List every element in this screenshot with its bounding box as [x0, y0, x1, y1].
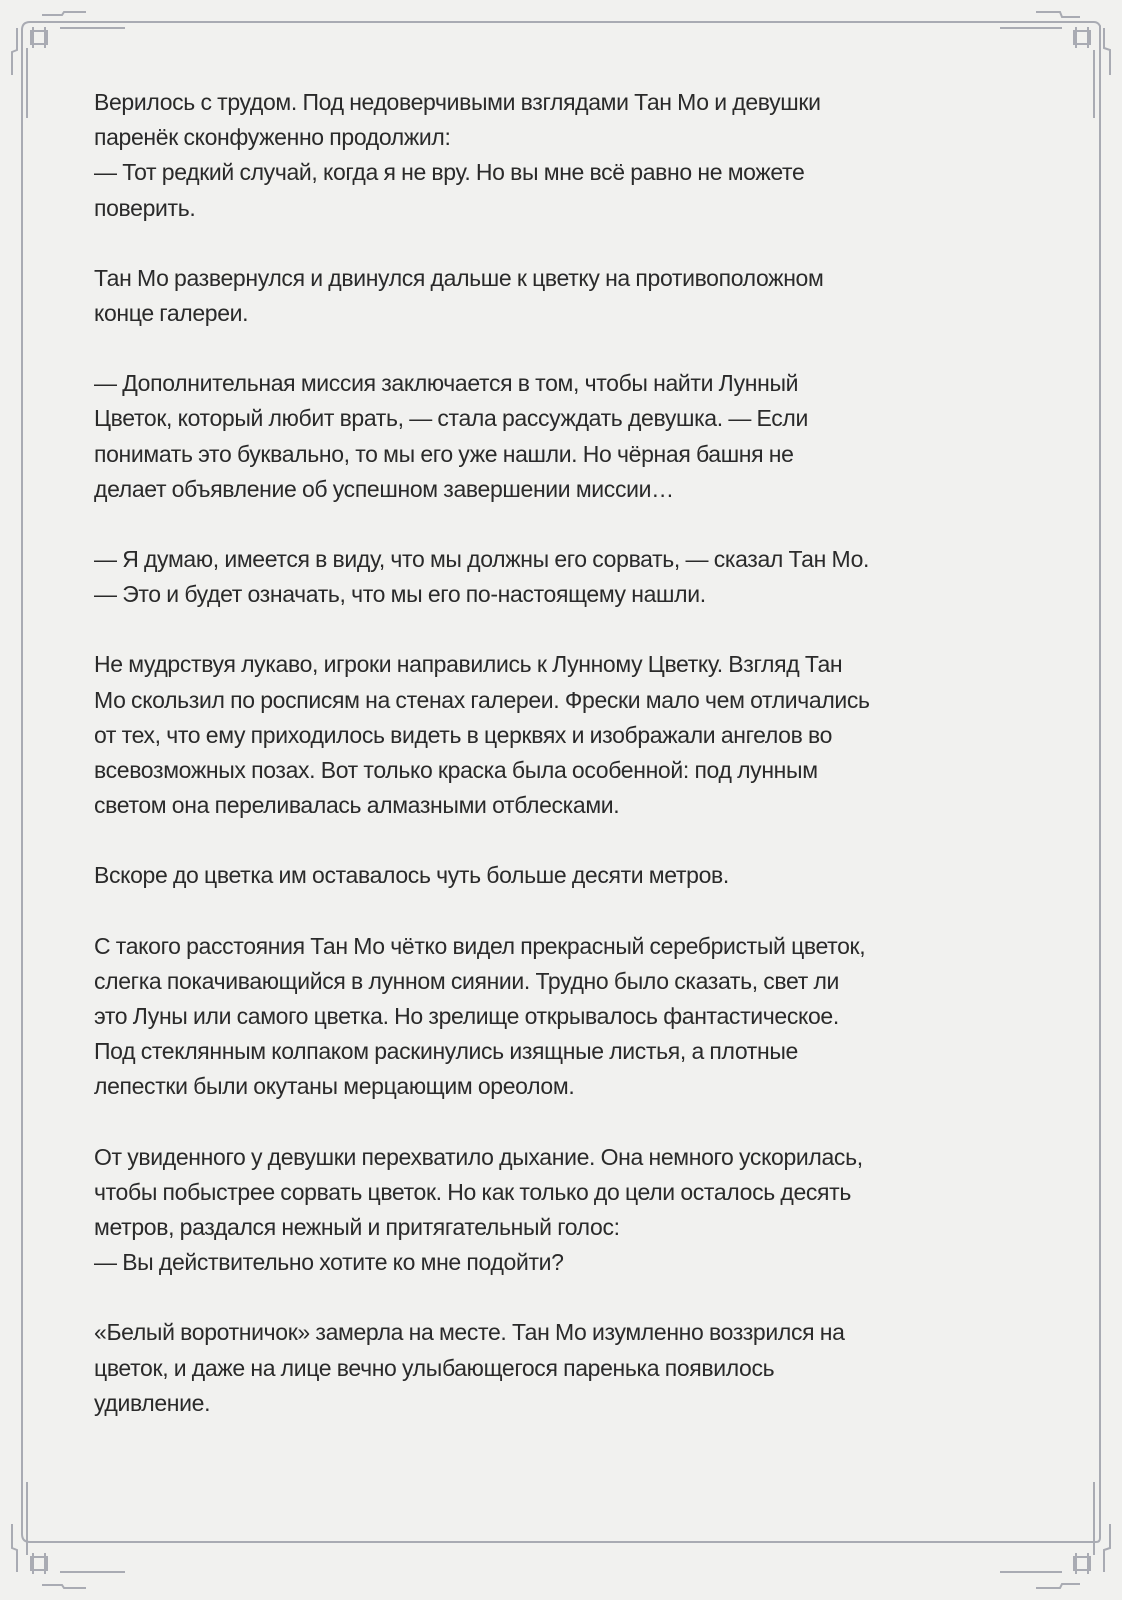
text-line: Мо скользил по росписям на стенах галереи. Фрески мало чем отличались [94, 686, 870, 713]
text-line: — Это и будет означать, что мы его по-настоящему нашли. [94, 581, 706, 608]
text-line: конце галереи. [94, 300, 249, 327]
paragraph [94, 929, 1034, 1105]
text-line: паренёк сконфуженно продолжил: [94, 124, 451, 151]
text-line: цветок, и даже на лице вечно улыбающегося паренька появилось [94, 1354, 775, 1381]
text-line: поверить. [94, 194, 196, 221]
text-line: Не мудрствуя лукаво, игроки направились к Лунному Цветку. Взгляд Тан [94, 651, 843, 678]
corner-ornament-bottom-left [12, 1482, 125, 1588]
text-line: Под стеклянным колпаком раскинулись изящные листья, а плотные [94, 1038, 798, 1065]
text-line: лепестки были окутаны мерцающим ореолом. [94, 1073, 575, 1100]
text-line: Цветок, который любит врать, — стала рассуждать девушка. — Если [94, 405, 808, 432]
text-line: С такого расстояния Тан Мо чётко видел прекрасный серебристый цветок, [94, 932, 866, 959]
text-line: — Дополнительная миссия заключается в том, чтобы найти Лунный [94, 370, 799, 397]
document-body [94, 85, 1034, 1456]
paragraph [94, 1315, 1034, 1421]
text-line: понимать это буквально, то мы его уже нашли. Но чёрная башня не [94, 440, 794, 467]
paragraph [94, 261, 1034, 331]
text-line: всевозможных позах. Вот только краска была особенной: под лунным [94, 757, 818, 784]
text-line: делает объявление об успешном завершении миссии… [94, 475, 674, 502]
text-line: — Я думаю, имеется в виду, что мы должны его сорвать, — сказал Тан Мо. [94, 546, 870, 573]
text-line: Тан Мо развернулся и двинулся дальше к цветку на противоположном [94, 264, 824, 291]
text-line: слегка покачивающийся в лунном сиянии. Трудно было сказать, свет ли [94, 967, 840, 994]
text-line: от тех, что ему приходилось видеть в церквях и изображали ангелов во [94, 721, 833, 748]
paragraph [94, 858, 1034, 893]
text-line: Вскоре до цветка им оставалось чуть больше десяти метров. [94, 862, 729, 889]
text-line: светом она переливалась алмазными отблесками. [94, 792, 620, 819]
text-line: метров, раздался нежный и притягательный голос: [94, 1214, 620, 1241]
text-line: От увиденного у девушки перехватило дыхание. Она немного ускорилась, [94, 1143, 863, 1170]
paragraph [94, 542, 1034, 612]
text-line: удивление. [94, 1389, 211, 1416]
text-line: — Вы действительно хотите ко мне подойти? [94, 1249, 564, 1276]
text-line: — Тот редкий случай, когда я не вру. Но вы мне всё равно не можете [94, 159, 805, 186]
paragraph [94, 85, 1034, 226]
paragraph [94, 366, 1034, 507]
text-line: «Белый воротничок» замерла на месте. Тан Мо изумленно воззрился на [94, 1319, 845, 1346]
text-line: чтобы побыстрее сорвать цветок. Но как только до цели осталось десять [94, 1178, 851, 1205]
text-line: это Луны или самого цветка. Но зрелище открывалось фантастическое. [94, 1003, 839, 1030]
text-line: Верилось с трудом. Под недоверчивыми взглядами Тан Мо и девушки [94, 89, 821, 115]
paragraph [94, 1140, 1034, 1281]
paragraph [94, 647, 1034, 823]
corner-ornament-bottom-right [1000, 1482, 1110, 1588]
